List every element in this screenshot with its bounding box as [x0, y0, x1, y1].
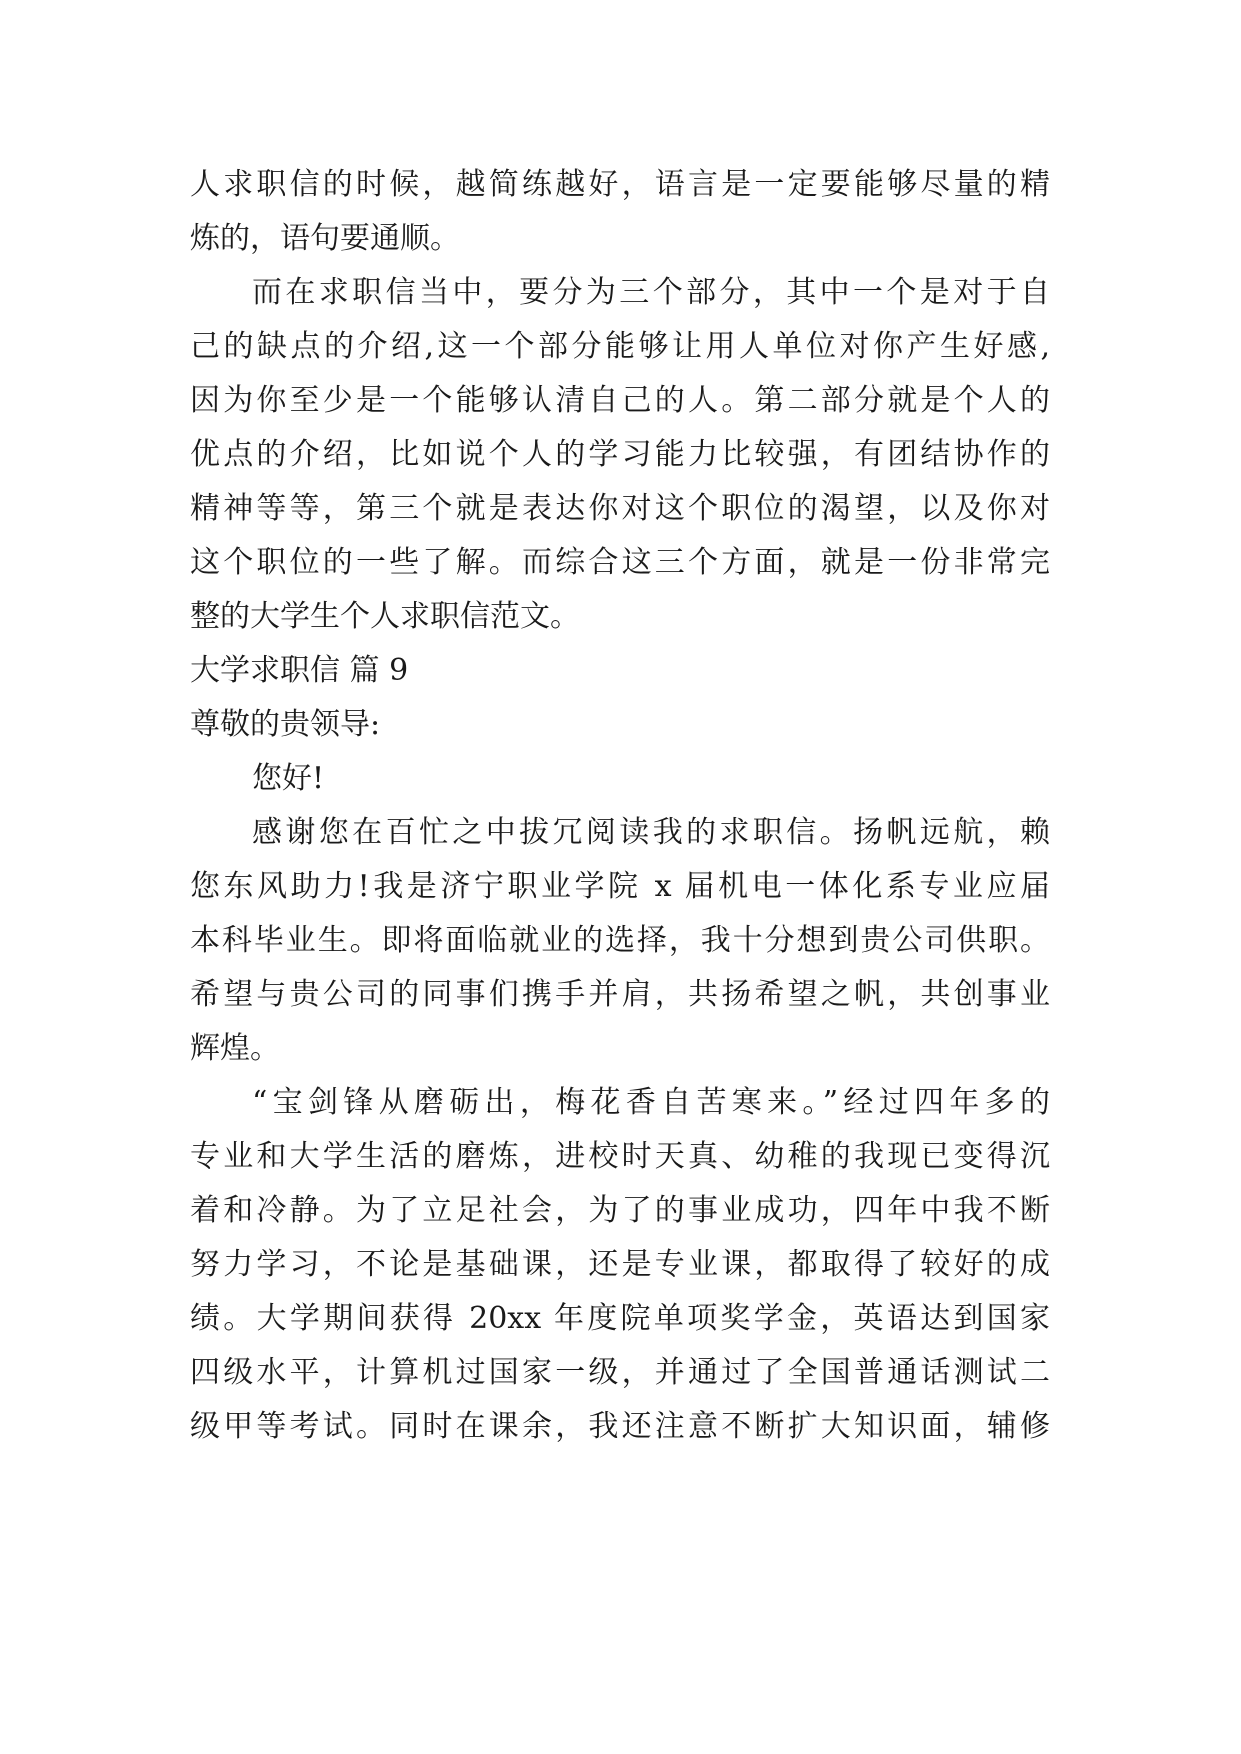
paragraph-2: [190, 266, 1050, 644]
text-line: 己的缺点的介绍,这一个部分能够让用人单位对你产生好感,: [190, 329, 1050, 364]
text-line: 四级水平，计算机过国家一级，并通过了全国普通话测试二: [190, 1355, 1050, 1390]
text-line: 感谢您在百忙之中拔冗阅读我的求职信。扬帆远航，赖: [252, 815, 1050, 850]
salutation: 尊敬的贵领导:: [190, 707, 381, 742]
text-line: “宝剑锋从磨砺出，梅花香自苦寒来。”经过四年多的: [252, 1085, 1050, 1120]
text-line: 人求职信的时候，越简练越好，语言是一定要能够尽量的精: [190, 167, 1050, 202]
text-line: 辉煌。: [190, 1031, 280, 1066]
text-line: 炼的，语句要通顺。: [190, 221, 460, 256]
text-line: 因为你至少是一个能够认清自己的人。第二部分就是个人的: [190, 383, 1050, 418]
paragraph-3: [190, 806, 1050, 1076]
section-title: 大学求职信 篇 9: [190, 653, 409, 688]
text-line: 精神等等，第三个就是表达你对这个职位的渴望，以及你对: [190, 491, 1050, 526]
paragraph-1: [190, 158, 1050, 266]
paragraph-4: [190, 1076, 1050, 1454]
text-line: 级甲等考试。同时在课余，我还注意不断扩大知识面，辅修: [190, 1409, 1050, 1444]
greeting: 您好!: [252, 761, 325, 796]
text-line: 绩。大学期间获得 20xx 年度院单项奖学金，英语达到国家: [190, 1301, 1050, 1336]
text-line: 希望与贵公司的同事们携手并肩，共扬希望之帆，共创事业: [190, 977, 1050, 1012]
text-line: 您东风助力!我是济宁职业学院 x 届机电一体化系专业应届: [190, 869, 1050, 904]
text-line: 努力学习，不论是基础课，还是专业课，都取得了较好的成: [190, 1247, 1050, 1282]
document-page: [190, 158, 1050, 1454]
text-line: 而在求职信当中，要分为三个部分，其中一个是对于自: [252, 275, 1050, 310]
text-line: 专业和大学生活的磨炼，进校时天真、幼稚的我现已变得沉: [190, 1139, 1050, 1174]
text-line: 本科毕业生。即将面临就业的选择，我十分想到贵公司供职。: [190, 923, 1050, 958]
text-line: 整的大学生个人求职信范文。: [190, 599, 580, 634]
text-line: 着和冷静。为了立足社会，为了的事业成功，四年中我不断: [190, 1193, 1050, 1228]
text-line: 这个职位的一些了解。而综合这三个方面，就是一份非常完: [190, 545, 1050, 580]
text-line: 优点的介绍，比如说个人的学习能力比较强，有团结协作的: [190, 437, 1050, 472]
